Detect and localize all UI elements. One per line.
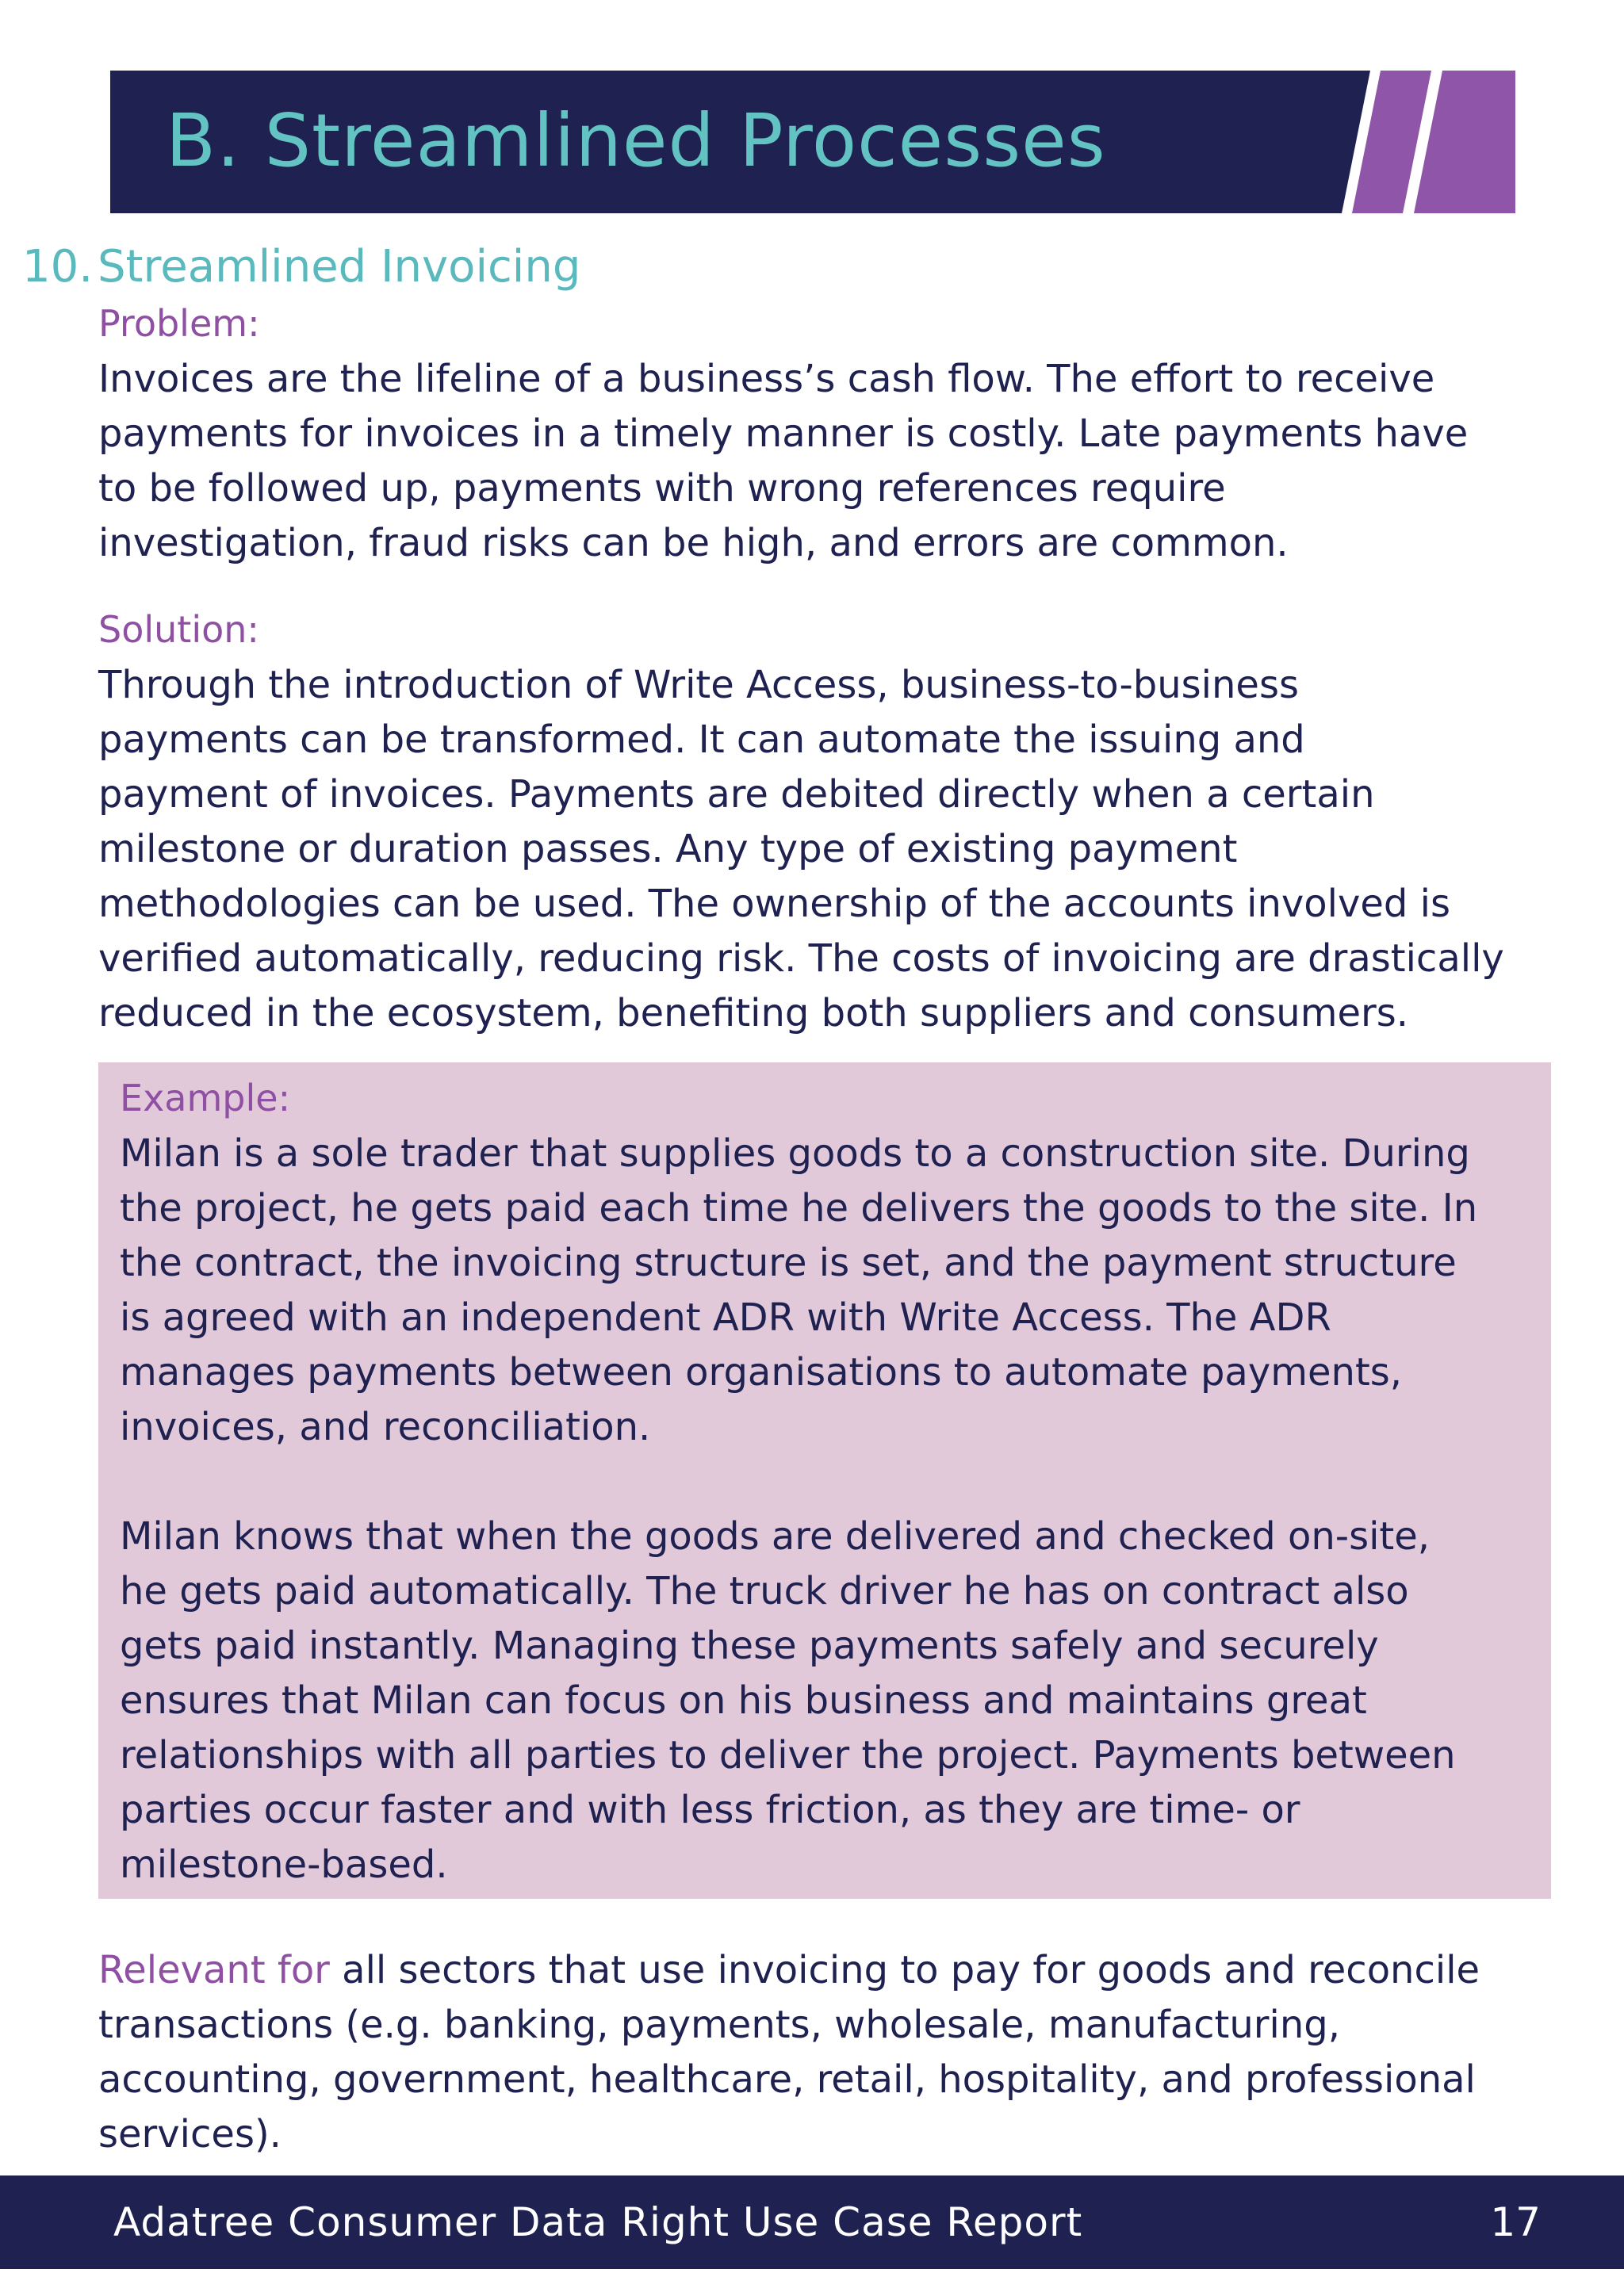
solution-block xyxy=(98,606,1549,1041)
example-paragraph-2 xyxy=(120,1510,1539,1892)
text-line: Milan knows that when the goods are delivered and checked on-site, xyxy=(120,1514,1431,1559)
section-number: 10. xyxy=(22,241,94,293)
text-line: Through the introduction of Write Access, business-to-business xyxy=(98,663,1299,707)
text-line: he gets paid automatically. The truck driver he has on contract also xyxy=(120,1569,1409,1613)
text-line: services). xyxy=(98,2112,282,2156)
text-line: the project, he gets paid each time he delivers the goods to the site. In xyxy=(120,1186,1478,1230)
text-line: transactions (e.g. banking, payments, wholesale, manufacturing, xyxy=(98,2003,1340,2047)
footer-report-title: Adatree Consumer Data Right Use Case Report xyxy=(113,2199,1083,2245)
example-paragraph-1 xyxy=(120,1127,1539,1455)
text-line: payment of invoices. Payments are debited directly when a certain xyxy=(98,772,1375,817)
solution-label: Solution: xyxy=(98,608,259,651)
text-line: Invoices are the lifeline of a business’s cash flow. The effort to receive xyxy=(98,357,1435,401)
text-line: ensures that Milan can focus on his business and maintains great xyxy=(120,1678,1367,1723)
text-line: gets paid instantly. Managing these payments safely and securely xyxy=(120,1624,1379,1668)
text-line: is agreed with an independent ADR with Write Access. The ADR xyxy=(120,1295,1331,1340)
text-line: parties occur faster and with less friction, as they are time- or xyxy=(120,1788,1300,1832)
problem-block xyxy=(98,300,1549,571)
relevant-for-paragraph xyxy=(98,1943,1557,2162)
text-line: milestone or duration passes. Any type of existing payment xyxy=(98,827,1238,871)
text-line: to be followed up, payments with wrong references require xyxy=(98,466,1226,511)
section-heading xyxy=(22,239,580,295)
text-line xyxy=(98,1943,1557,1998)
example-content xyxy=(120,1074,1539,1892)
example-label: Example: xyxy=(120,1077,291,1119)
banner-title: B. Streamlined Processes xyxy=(166,98,1106,183)
banner-stripe xyxy=(1414,71,1515,213)
relevant-text: all sectors that use invoicing to pay for goods and reconcile xyxy=(329,1948,1480,1992)
text-line: verified automatically, reducing risk. The costs of invoicing are drastically xyxy=(98,936,1504,981)
text-line: manages payments between organisations to automate payments, xyxy=(120,1350,1403,1395)
text-line: reduced in the ecosystem, benefiting both suppliers and consumers. xyxy=(98,991,1408,1035)
example-callout xyxy=(98,1062,1551,1899)
text-line: investigation, fraud risks can be high, and errors are common. xyxy=(98,521,1289,565)
relevant-label: Relevant for xyxy=(98,1948,330,1992)
text-line: milestone-based. xyxy=(120,1843,448,1887)
solution-text xyxy=(98,658,1549,1041)
text-line: invoices, and reconciliation. xyxy=(120,1405,651,1449)
text-line: payments for invoices in a timely manner is costly. Late payments have xyxy=(98,411,1469,456)
text-line: accounting, government, healthcare, retail, hospitality, and professional xyxy=(98,2057,1476,2102)
text-line: the contract, the invoicing structure is set, and the payment structure xyxy=(120,1241,1457,1285)
page-number: 17 xyxy=(1490,2199,1541,2245)
text-line: payments can be transformed. It can automate the issuing and xyxy=(98,718,1305,762)
section-title: Streamlined Invoicing xyxy=(98,241,581,293)
problem-text xyxy=(98,352,1549,571)
section-banner xyxy=(110,71,1515,213)
page-footer xyxy=(0,2175,1624,2269)
text-line: relationships with all parties to deliver the project. Payments between xyxy=(120,1733,1456,1777)
text-line: methodologies can be used. The ownership of the accounts involved is xyxy=(98,882,1450,926)
text-line: Milan is a sole trader that supplies goods to a construction site. During xyxy=(120,1131,1470,1176)
problem-label: Problem: xyxy=(98,302,260,345)
